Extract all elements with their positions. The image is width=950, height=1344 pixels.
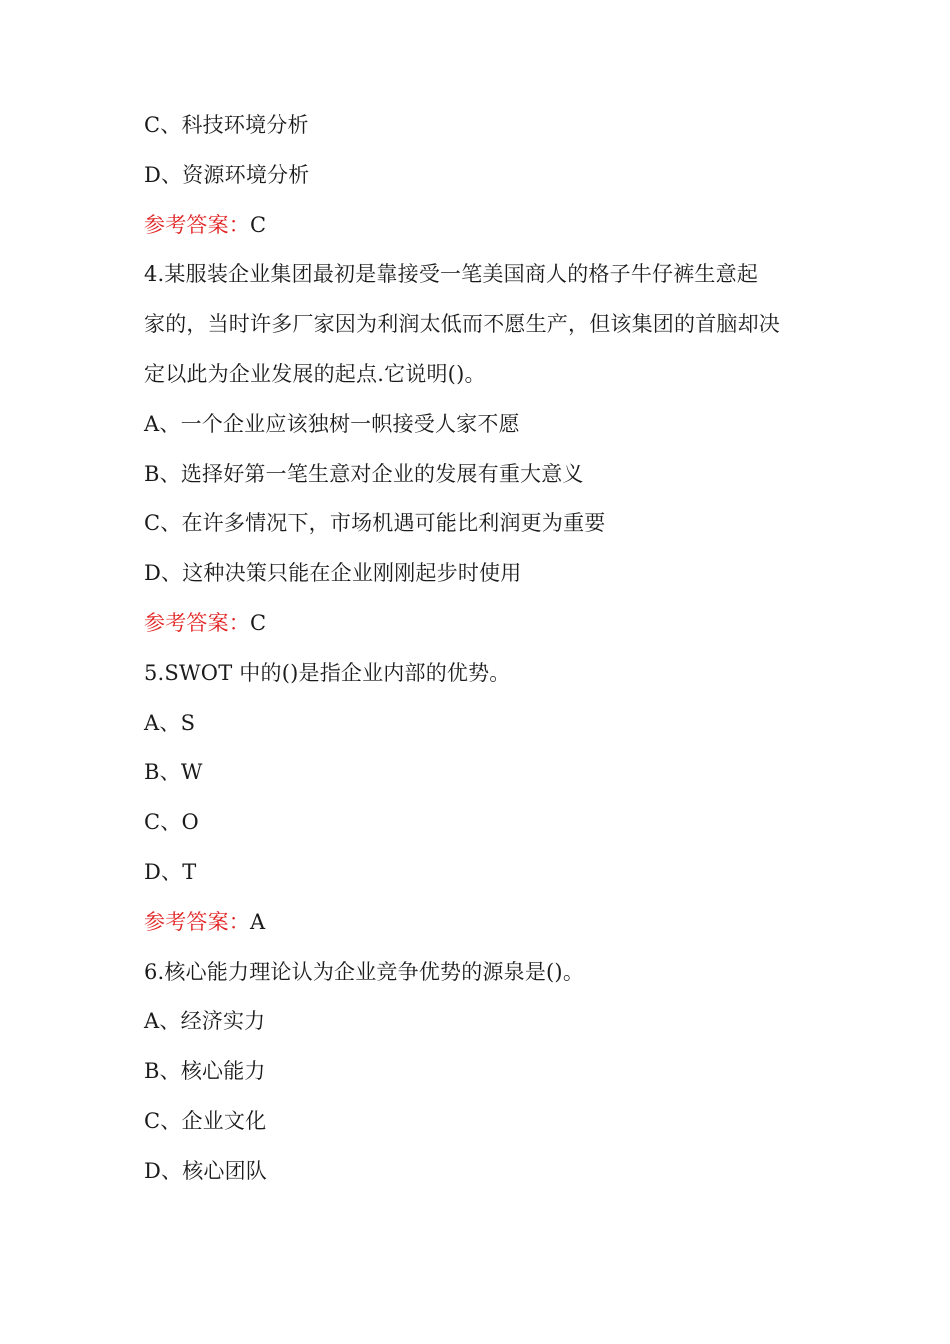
option-a: A、一个企业应该独树一帜接受人家不愿	[144, 411, 520, 436]
answer-label: 参考答案：	[144, 212, 250, 237]
option-a: A、经济实力	[144, 1009, 266, 1034]
option-b: B、核心能力	[144, 1059, 266, 1084]
answer-value: C	[250, 212, 267, 237]
option-c: C、在许多情况下，市场机遇可能比利润更为重要	[144, 511, 606, 536]
option-d: D、T	[144, 859, 197, 884]
question-5	[144, 649, 824, 948]
option-c: C、科技环境分析	[144, 113, 309, 137]
document-content	[144, 101, 824, 1197]
answer-label: 参考答案：	[144, 610, 250, 635]
option-a: A、S	[144, 710, 196, 735]
answer-line	[144, 201, 824, 251]
question-stem-line-3: 定以此为企业发展的起点.它说明()。	[144, 361, 486, 386]
answer-value: C	[250, 610, 267, 635]
question-stem-line-1: 4.某服装企业集团最初是靠接受一笔美国商人的格子牛仔裤生意起	[144, 262, 759, 287]
prev-question	[144, 101, 824, 250]
option-d: D、这种决策只能在企业刚刚起步时使用	[144, 561, 522, 586]
option-d: D、资源环境分析	[144, 162, 310, 187]
answer-line	[144, 898, 824, 948]
answer-line	[144, 599, 824, 649]
question-stem: 5.SWOT 中的()是指企业内部的优势。	[144, 660, 511, 685]
option-c: C、O	[144, 810, 199, 835]
option-c: C、企业文化	[144, 1108, 267, 1133]
question-4	[144, 250, 824, 648]
question-stem-line-2: 家的，当时许多厂家因为利润太低而不愿生产，但该集团的首脑却决	[144, 312, 780, 337]
option-d: D、核心团队	[144, 1158, 268, 1183]
option-b: B、W	[144, 760, 203, 785]
option-b: B、选择好第一笔生意对企业的发展有重大意义	[144, 461, 584, 486]
question-6	[144, 948, 824, 1197]
answer-label: 参考答案：	[144, 909, 250, 934]
answer-value: A	[250, 909, 266, 934]
question-stem: 6.核心能力理论认为企业竞争优势的源泉是()。	[144, 959, 585, 984]
